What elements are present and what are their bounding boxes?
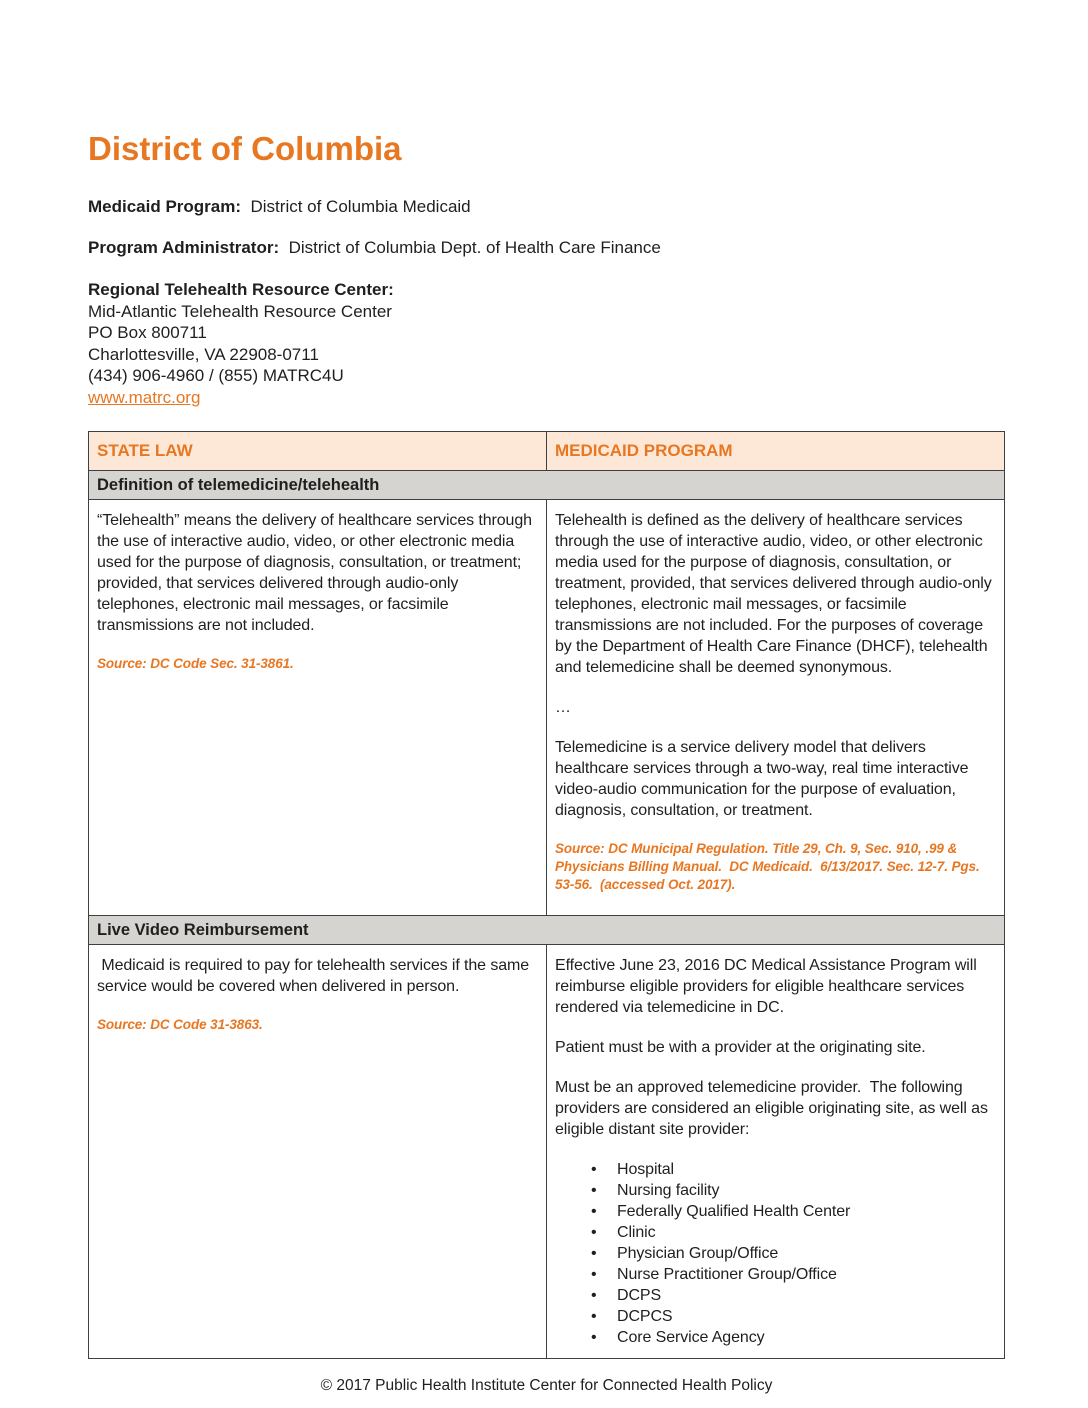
list-item: [555, 1222, 996, 1243]
column-header-medicaid-program: MEDICAID PROGRAM: [547, 432, 1005, 471]
definition-medicaid-source: Source: DC Municipal Regulation. Title 29, Ch. 9, Sec. 910, .99 & Physicians Billing Manual. DC Medicaid. 6/13/2017. Sec. 12-7. Pgs. 53-56. (accessed Oct. 2017).: [555, 841, 984, 892]
list-item-label: DCPS: [617, 1287, 662, 1304]
definition-state-law-source: Source: DC Code Sec. 31-3861.: [97, 656, 294, 671]
list-item: [555, 1264, 996, 1285]
bullet-icon: •: [591, 1329, 597, 1346]
list-item: [555, 1201, 996, 1222]
list-item-label: Clinic: [617, 1224, 656, 1241]
list-item-label: Nursing facility: [617, 1182, 720, 1199]
bullet-icon: •: [591, 1224, 597, 1241]
program-administrator-value: District of Columbia Dept. of Health Care Finance: [288, 238, 661, 257]
medicaid-program-label: Medicaid Program:: [88, 197, 242, 216]
list-item-label: Nurse Practitioner Group/Office: [617, 1266, 837, 1283]
live-video-medicaid-paragraph-3: Must be an approved telemedicine provider. The following providers are considered an eligible originating site, as well as eligible distant site provider:: [555, 1079, 993, 1138]
bullet-icon: •: [591, 1308, 597, 1325]
definition-state-law-cell: [89, 500, 547, 916]
eligible-provider-list: [555, 1159, 996, 1348]
resource-center-label: Regional Telehealth Resource Center:: [88, 280, 394, 299]
live-video-medicaid-paragraph-1: Effective June 23, 2016 DC Medical Assistance Program will reimburse eligible providers for eligible healthcare services rendered via telemedicine in DC.: [555, 957, 982, 1016]
live-video-medicaid-paragraph-2: Patient must be with a provider at the originating site.: [555, 1039, 926, 1056]
medicaid-program-value: District of Columbia Medicaid: [250, 197, 471, 216]
resource-center-pobox: PO Box 800711: [88, 323, 207, 342]
bullet-icon: •: [591, 1182, 597, 1199]
medicaid-program-line: [88, 196, 1005, 217]
live-video-state-law-paragraph: Medicaid is required to pay for telehealth services if the same service would be covered when delivered in person.: [97, 957, 534, 995]
list-item-label: Federally Qualified Health Center: [617, 1203, 851, 1220]
list-item-label: Core Service Agency: [617, 1329, 765, 1346]
list-item-label: DCPCS: [617, 1308, 673, 1325]
section-header-live-video: Live Video Reimbursement: [89, 916, 1005, 945]
bullet-icon: •: [591, 1203, 597, 1220]
definition-medicaid-cell: [547, 500, 1005, 916]
bullet-icon: •: [591, 1266, 597, 1283]
live-video-state-law-source: Source: DC Code 31-3863.: [97, 1017, 263, 1032]
list-item-label: Hospital: [617, 1161, 675, 1178]
list-item-label: Physician Group/Office: [617, 1245, 779, 1262]
ellipsis-text: …: [555, 699, 571, 716]
resource-center-phone: (434) 906-4960 / (855) MATRC4U: [88, 366, 344, 385]
list-item: [555, 1243, 996, 1264]
bullet-icon: •: [591, 1245, 597, 1262]
table-header-row: [89, 432, 1005, 471]
program-administrator-line: [88, 237, 1005, 258]
resource-center-block: [88, 279, 1005, 408]
resource-center-name: Mid-Atlantic Telehealth Resource Center: [88, 301, 392, 321]
page-title: District of Columbia: [88, 130, 402, 167]
list-item: [555, 1306, 996, 1327]
list-item: [555, 1159, 996, 1180]
column-header-state-law: STATE LAW: [89, 432, 547, 471]
page-footer: © 2017 Public Health Institute Center for Connected Health Policy: [320, 1377, 773, 1394]
live-video-state-law-cell: [89, 945, 547, 1359]
definition-medicaid-paragraph-1: Telehealth is defined as the delivery of healthcare services through the use of interactive audio, video, or other electronic media used for the purpose of diagnosis, consultation, or treatment, provided, that services delivered through audio-only telephones, electronic mail messages, or facsimile transmissions are not included. For the purposes of coverage by the Department of Health Care Finance (DHCF), telehealth and telemedicine shall be deemed synonymous.: [555, 512, 996, 676]
bullet-icon: •: [591, 1287, 597, 1304]
state-law-medicaid-table: [88, 431, 1005, 1359]
program-administrator-label: Program Administrator:: [88, 238, 280, 257]
live-video-medicaid-cell: [547, 945, 1005, 1359]
table-row: [89, 500, 1005, 916]
list-item: [555, 1327, 996, 1348]
list-item: [555, 1180, 996, 1201]
section-row-live-video: [89, 916, 1005, 945]
definition-state-law-paragraph: “Telehealth” means the delivery of healthcare services through the use of interactive audio, video, or other electronic media used for the purpose of diagnosis, consultation, or treatment; provided, that services delivered through audio-only telephones, electronic mail messages, or facsimile transmissions are not included.: [97, 512, 537, 634]
section-row-definition: [89, 471, 1005, 500]
resource-center-city: Charlottesville, VA 22908-0711: [88, 344, 319, 364]
bullet-icon: •: [591, 1161, 597, 1178]
definition-medicaid-paragraph-2: Telemedicine is a service delivery model that delivers healthcare services through a two-way, real time interactive video-audio communication for the purpose of evaluation, diagnosis, consultation, or treatment.: [555, 739, 973, 819]
list-item: [555, 1285, 996, 1306]
table-row: [89, 945, 1005, 1359]
resource-center-website-link[interactable]: www.matrc.org: [88, 387, 201, 407]
section-header-definition: Definition of telemedicine/telehealth: [89, 471, 1005, 500]
